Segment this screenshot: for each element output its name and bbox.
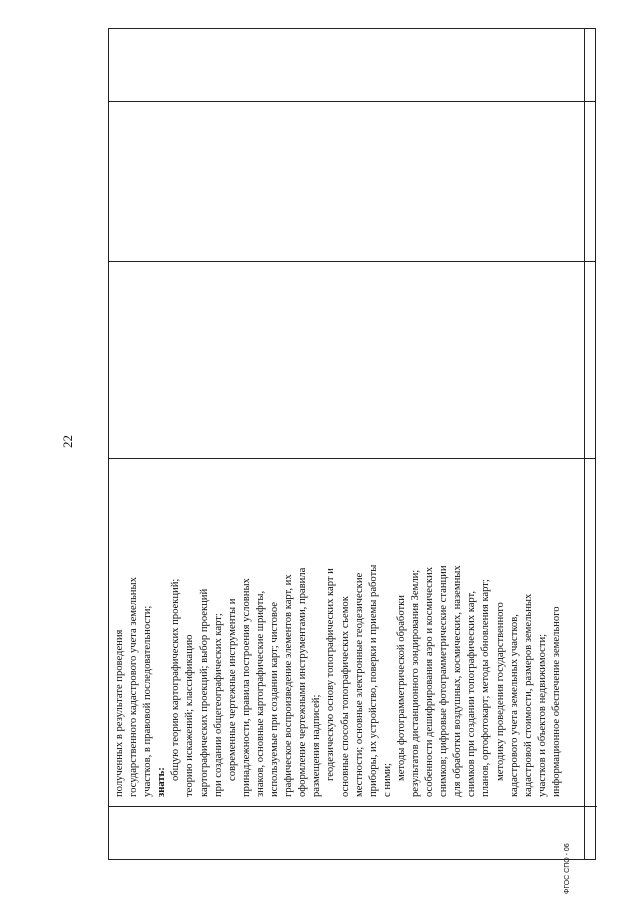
text-line: при создании общегеографических карт; (212, 613, 224, 797)
text-line: знать: (156, 767, 168, 797)
document-code: ФГОС СПО - 06 (564, 843, 571, 894)
text-line: методику проведения государственного (494, 602, 506, 781)
text-line: информационное обеспечение земельного (550, 606, 562, 797)
requirements-text-cell (113, 497, 564, 797)
text-line: геодезическую основу топографических карт и (325, 568, 337, 781)
text-line: с ними; (381, 762, 393, 797)
text-line: графическое воспроизведение элементов карт, их (283, 574, 295, 797)
text-line: участков, в правовой последовательности; (142, 605, 154, 797)
text-line: снимков; цифровые фотограмметрические станции (438, 565, 450, 797)
text-line: современные чертежные инструменты и (226, 598, 238, 781)
competency-table (108, 28, 596, 860)
text-line: теорию искажений; классификацию (184, 634, 196, 797)
text-line: местности; основные электронные геодезические (353, 572, 365, 797)
table-row (109, 29, 584, 859)
text-line: знаков, основные картографические шрифты, (254, 590, 266, 797)
text-line: для обработки воздушных, космических, наземных (452, 565, 464, 797)
text-line: планов, ортофотокарт; методы обновления карт; (480, 579, 492, 797)
text-line: картографических проекций; выбор проекций (198, 588, 210, 797)
text-line: снимков при создании топографических карт, (466, 590, 478, 797)
column-divider (109, 806, 584, 807)
text-line: полученных в результате проведения (114, 629, 125, 797)
text-line: используемые при создании карт; чистовое (269, 602, 281, 797)
text-line: основные способы топографических съемок (339, 596, 351, 797)
text-line: кадастрового учета земельных участков, (508, 614, 520, 797)
text-line: особенности дешифрирования аэро и космических (424, 567, 436, 797)
text-line: методы фотограмметрической обработки (395, 595, 407, 781)
text-line: оформление чертежными инструментами, правила (297, 567, 309, 797)
text-line: результатов дистанционного зондирования Земли; (409, 569, 421, 797)
text-line: приборы, их устройство, поверки и приемы работы (367, 564, 379, 797)
text-line: кадастровой стоимости, размеров земельных (522, 593, 534, 797)
text-line: принадлежности, правила построения условных (240, 578, 252, 797)
table-row (584, 29, 597, 859)
column-divider (109, 458, 595, 459)
column-divider (109, 101, 595, 102)
rotated-page-content (50, 28, 605, 894)
text-line: государственного кадастрового учета земельных (128, 577, 140, 797)
text-line: общую теорию картографических проекций; (170, 578, 182, 781)
text-line: участков и объектов недвижимости; (536, 633, 548, 797)
text-line: размещения надписей; (311, 694, 323, 797)
column-divider (585, 806, 597, 807)
page-number: 22 (60, 435, 75, 448)
column-divider (109, 261, 595, 262)
